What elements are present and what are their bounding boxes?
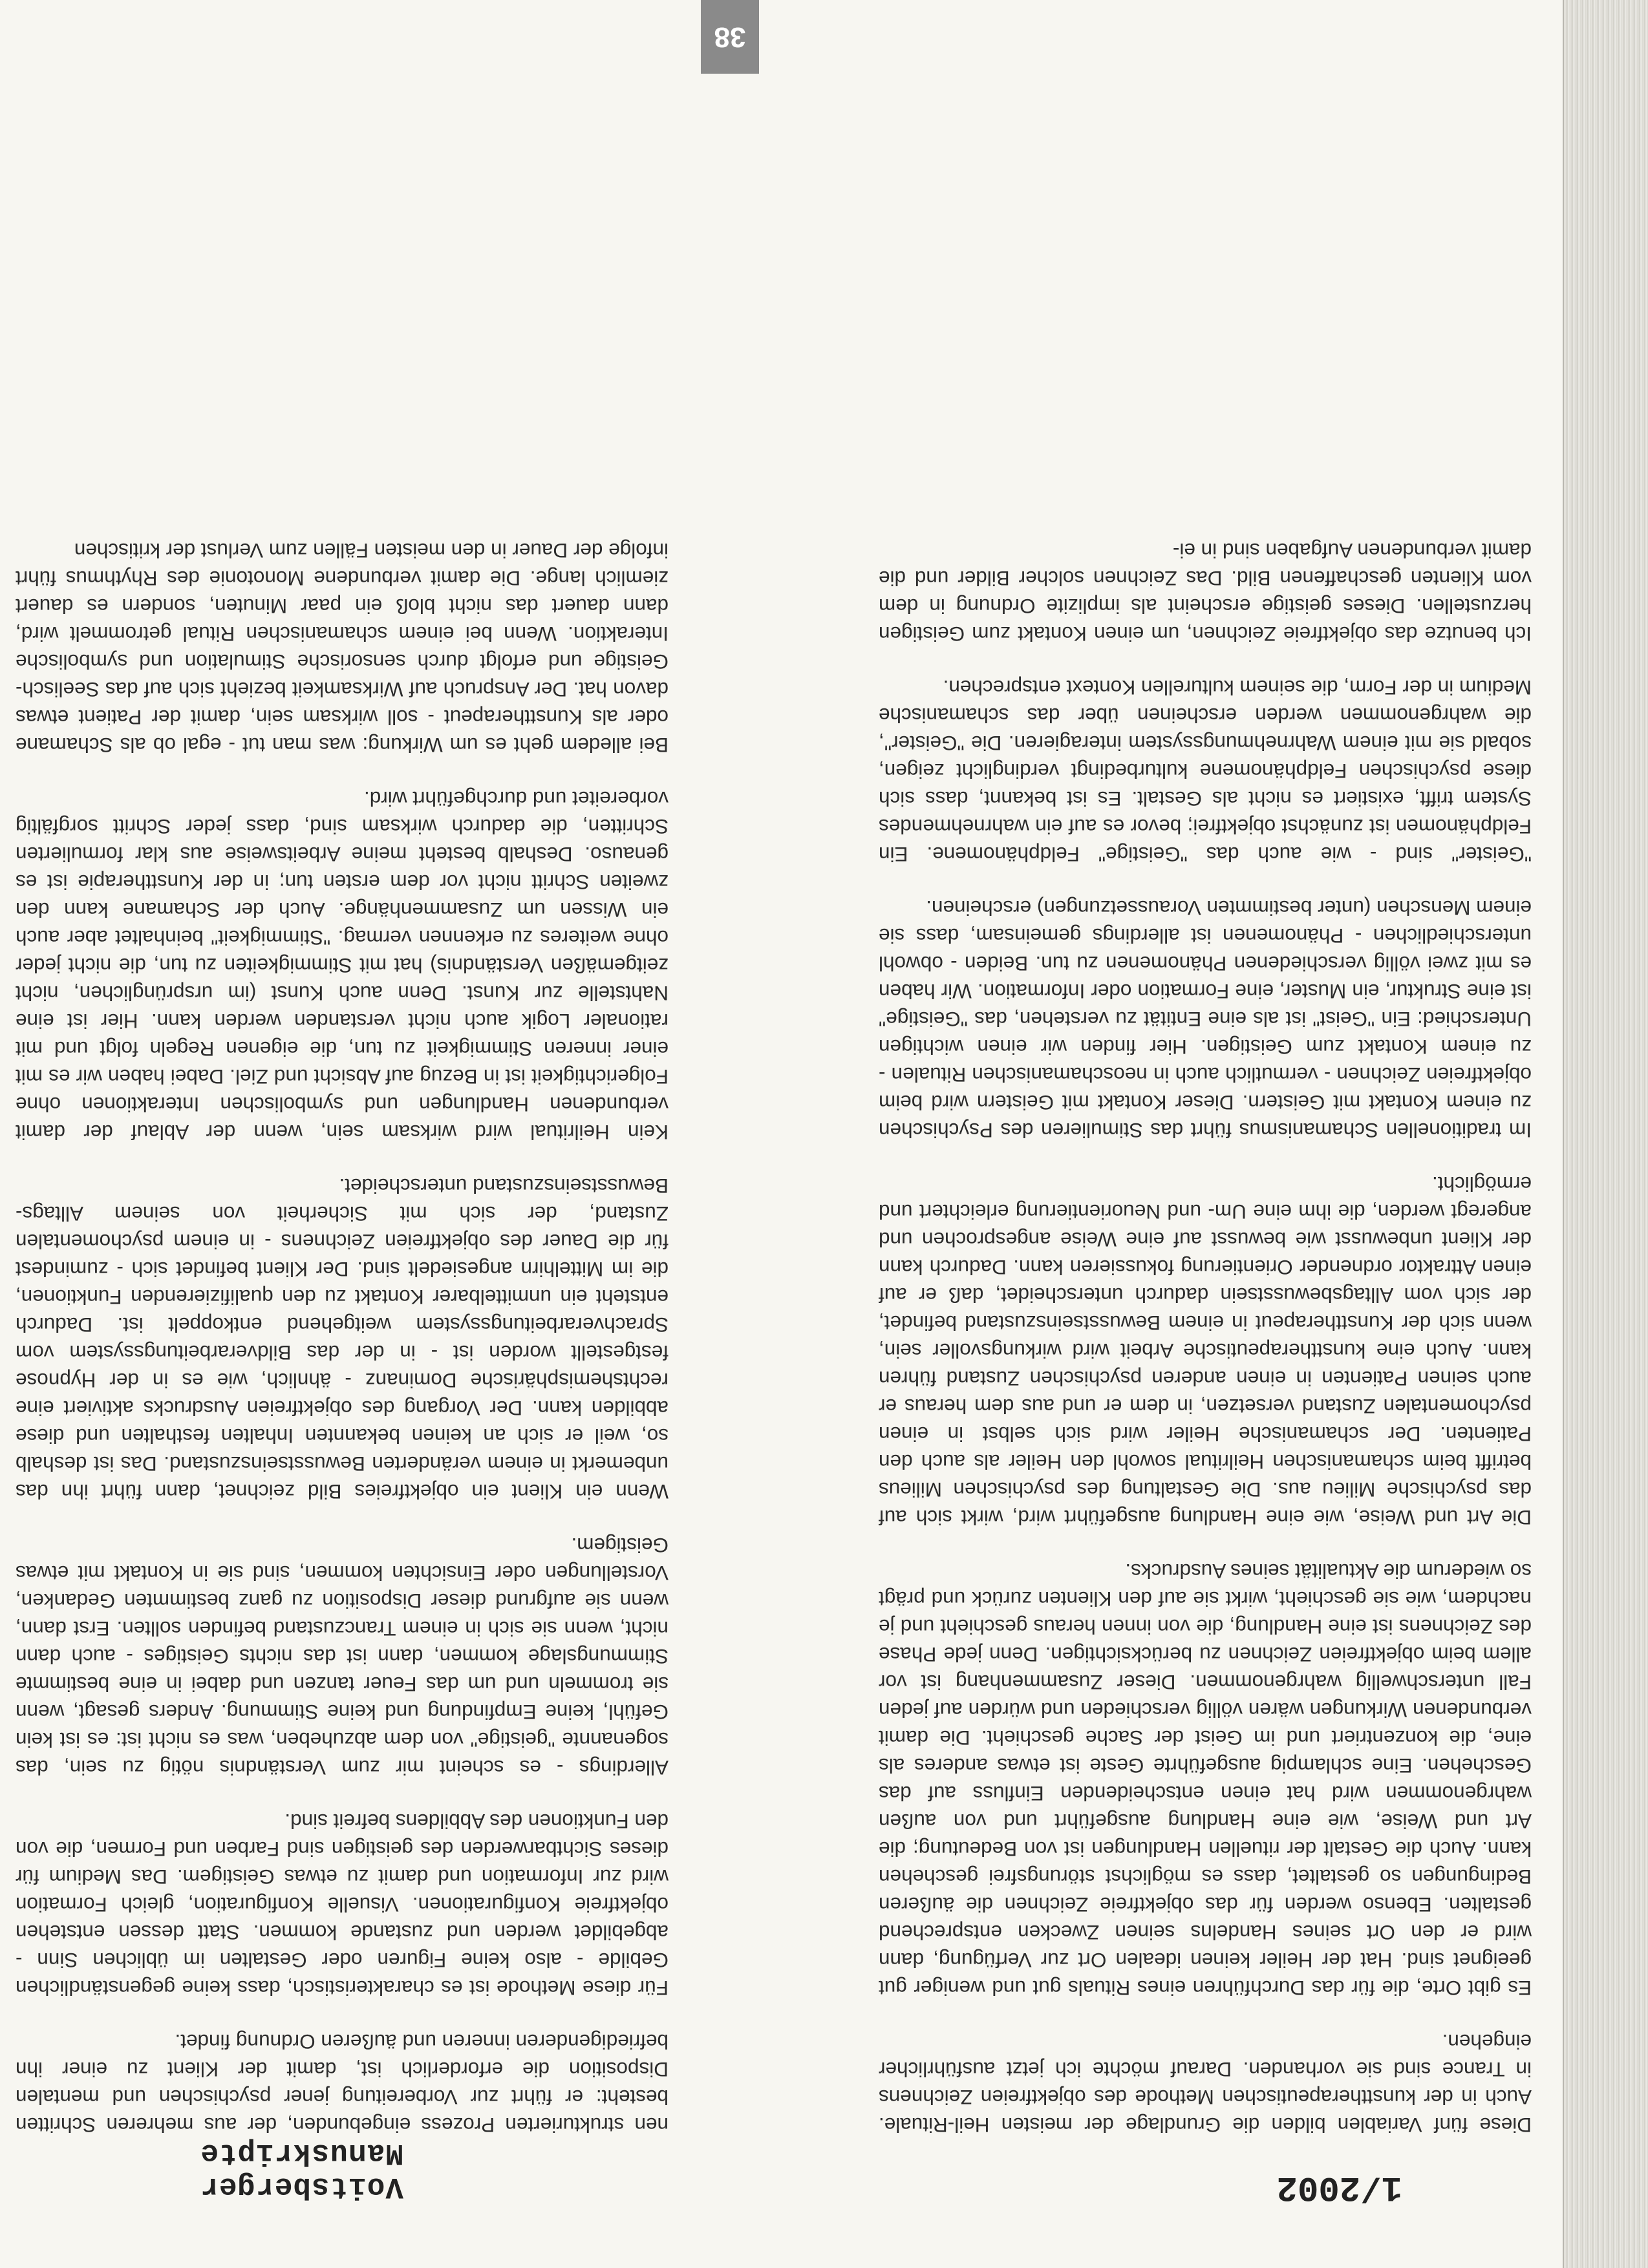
journal-title: Voitsberger Manuskripte	[200, 2136, 403, 2203]
paragraph: "Geister" sind - wie auch das "Geistige" Feldphänomene. Ein Feldphänomen ist zunächst objektfrei; bevor es auf ein wahrnehmendes System trifft, existiert es nicht als Gestalt. Es ist bekannt, dass sich diese psychischen Feldphänomene kulturbedingt verdinglicht zeigen, sobald sie mit einem Wahrnehmungssystem interagieren. Die "Geister", die wahrgenommen werden erscheinen über das schamanische Medium in der Form, die seinem kulturellen Kontext entsprechen.	[879, 676, 1532, 866]
page-number: 38	[701, 0, 759, 74]
paragraph: Die Art und Weise, wie eine Handlung ausgeführt wird, wirkt sich auf das psychische Milieu aus. Die Gestaltung des psychischen Milieus betrifft beim schamanischen Heilritual sowohl den Heiler als auch den Patienten. Der schamanische Heiler wird sich selbst in einen psychomentalen Zustand versetzen, in dem er und aus dem heraus er auch seinen Patienten in einen anderen psychischen Zustand führen kann. Auch eine kunsttherapeutische Arbeit wird wirkungsvoller sein, wenn sich der Kunsttherapeut in einem Bewusstseinszustand befindet, der sich vom Alltagsbewusstsein dadurch unterscheidet, daß er auf einen Attraktor ordnender Orientierung fokussieren kann. Dadurch kann der Klient unbewusst wie bewusst auf eine Weise angesprochen und angeregt werden, die ihm eine Um- und Neuorientierung erleichtert und ermöglicht.	[879, 1172, 1532, 1529]
left-column	[879, 96, 1532, 2139]
paragraph: Für diese Methode ist es charakteristisch, dass keine gegenständlichen Gebilde - also keine Figuren oder Gestalten im üblichen Sinn - abgebildet werden und zustande kommen. Statt dessen entstehen objektfreie Konfigurationen. Visuelle Konfiguration, gleich Formation wird zur Information und damit zu etwas Geistigem. Das Medium für dieses Sichtbarwerden des geistigen sind Farben und Formen, die von den Funktionen des Abbildens befreit sind.	[16, 1810, 669, 2000]
paragraph: Allerdings - es scheint mir zum Verständnis nötig zu sein, das sogenannte "geistige" von dem abzuheben, was es nicht ist: es ist kein Gefühl, keine Empfindung und keine Stimmung. Anders gesagt, wenn sie trommeln und um das Feuer tanzen und dabei in eine bestimmte Stimmungslage kommen, dann ist das nichts Geistiges - auch dann nicht, wenn sie sich in einem Tranczustand befinden sollten. Erst dann, wenn sie aufgrund dieser Disposition zu ganz bestimmten Gedanken, Vorstellungen oder Einsichten kommen, sind sie in Kontakt mit etwas Geistigem.	[16, 1534, 669, 1779]
paragraph: Es gibt Orte, die für das Durchführen eines Rituals gut und weniger gut geeignet sind. Hat der Heiler keinen idealen Ort zur Verfügung, dann wird er den Ort seines Handelns seinen Zwecken entsprechend gestalten. Ebenso werden für das objektfreie Zeichnen die äußeren Bedingungen so gestaltet, dass es möglichst störungsfrei geschehen kann. Auch die Gestalt der rituellen Handlungen ist von Bedeutung; die Art und Weise, wie eine Handlung ausgeführt und von außen wahrgenommen wird hat einen entscheidenden Einfluss auf das Geschehen. Eine schlampig ausgeführte Geste ist etwas anderes als eine, die konzentriert und im Geist der Sache geschieht. Die damit verbundenen Wirkungen wären völlig verschieden und würden auf jeden Fall unterschwellig wahrgenommen. Dieser Zusammenhang ist vor allem beim objektfreien Zeichnen zu berücksichtigen. Denn jede Phase des Zeichnens ist eine Handlung, die von innen heraus geschieht und je nachdem, wie sie geschieht, wirkt sie auf den Klienten zurück und prägt so wiederum die Aktualität seines Ausdrucks.	[879, 1560, 1532, 2000]
paragraph: Ich benutze das objektfreie Zeichnen, um einen Kontakt zum Geistigen herzustellen. Dieses geistige erscheint als implizite Ordnung in dem vom Klienten geschaffenen Bild. Das Zeichnen solcher Bilder und die damit verbundenen Aufgaben sind in ei-	[879, 539, 1532, 646]
right-column	[16, 96, 669, 2139]
paragraph: nen strukturierten Prozess eingebunden, der aus mehreren Schritten besteht: er führt zur Vorbereitung jener psychischen und mentalen Disposition die erforderlich ist, damit der Klient zu einer ihn befriedigenderen inneren und äußeren Ordnung findet.	[16, 2030, 669, 2137]
paragraph: Im traditionellen Schamanismus führt das Stimulieren des Psychischen zu einem Kontakt mit Geistern. Dieser Kontakt mit Geistern wird beim objektfreien Zeichnen - vermutlich auch in neoschamanischen Ritualen - zu einem Kontakt zum Geistigen. Hier finden wir einen wichtigen Unterschied: Ein "Geist" ist als eine Entität zu verstehen, das "Geistige" ist eine Struktur, ein Muster, eine Formation oder Information. Wir haben es mit zwei völlig verschiedenen Phänomenen zu tun. Beiden - obwohl unterschiedlichen - Phänomenen ist allerdings gemeinsam, dass sie einem Menschen (unter bestimmten Voraussetzungen) erscheinen.	[879, 896, 1532, 1142]
issue-number: 1/2002	[1276, 2167, 1402, 2207]
paragraph: Diese fünf Variablen bilden die Grundlage der meisten Heil-Rituale. Auch in der kunsttherapeutischen Methode des objektfreien Zeichnens in Trance sind sie vorhanden. Darauf möchte ich jetzt ausführlicher eingehen.	[879, 2030, 1532, 2137]
paragraph: Wenn ein Klient ein objektfreies Bild zeichnet, dann führt ihn das unbemerkt in einem veränderten Bewusstseinszustand. Das ist deshalb so, weil er sich an keinen bekannten Inhalten festhalten und diese abbilden kann. Der Vorgang des objektfreien Ausdrucks aktiviert eine rechtshemisphärische Dominanz - ähnlich, wie es in der Hypnose festgestellt worden ist - in der das Bildverarbeitungssystem vom Sprachverarbeitungssystem weitgehend entkoppelt ist. Dadurch entsteht ein unmittelbarer Kontakt zu den qualifizierenden Funktionen, die im Mittelhirn angesiedelt sind. Der Klient befindet sich - zumindest für die Dauer des objektfreien Zeichnens - in einem psychomentalen Zustand, der sich mit Sicherheit von seinem Alltags-Bewusstseinszustand unterscheidet.	[16, 1174, 669, 1503]
paragraph: Kein Heilritual wird wirksam sein, wenn der Ablauf der damit verbundenen Handlungen und symbolischen Interaktionen ohne Folgerichtigkeit ist in Bezug auf Absicht und Ziel. Dabei haben wir es mit einer inneren Stimmigkeit zu tun, die eigenen Regeln folgt und mit rationaler Logik auch nicht verstanden werden kann. Hier ist eine Nahtstelle zur Kunst. Denn auch Kunst (im ursprünglichen, nicht zeitgemäßen Verständnis) hat mit Stimmigkeiten zu tun, die nicht jeder ohne weiteres zu erkennen vermag. "Stimmigkeit" beinhaltet aber auch ein Wissen um Zusammenhänge. Auch der Schamane kann den zweiten Schritt nicht vor dem ersten tun; in der Kunsttherapie ist es genauso. Deshalb besteht meine Arbeitsweise aus klar formulierten Schritten, die dadurch wirksam sind, dass jeder Schritt sorgfältig vorbereitet und durchgeführt wird.	[16, 787, 669, 1144]
paragraph: Bei alledem geht es um Wirkung: was man tut - egal ob als Schamane oder als Kunsttherapeut - soll wirksam sein, damit der Patient etwas davon hat. Der Anspruch auf Wirksamkeit bezieht sich auf das Seelisch-Geistige und erfolgt durch sensorische Stimulation und symbolische Interaktion. Wenn bei einem schamanischen Ritual getrommelt wird, dann dauert das nicht bloß ein paar Minuten, sondern es dauert ziemlich lange. Die damit verbundene Monotonie des Rhythmus führt infolge der Dauer in den meisten Fällen zum Verlust der kritischen	[16, 539, 669, 757]
book-page-edge	[1563, 0, 1648, 2268]
